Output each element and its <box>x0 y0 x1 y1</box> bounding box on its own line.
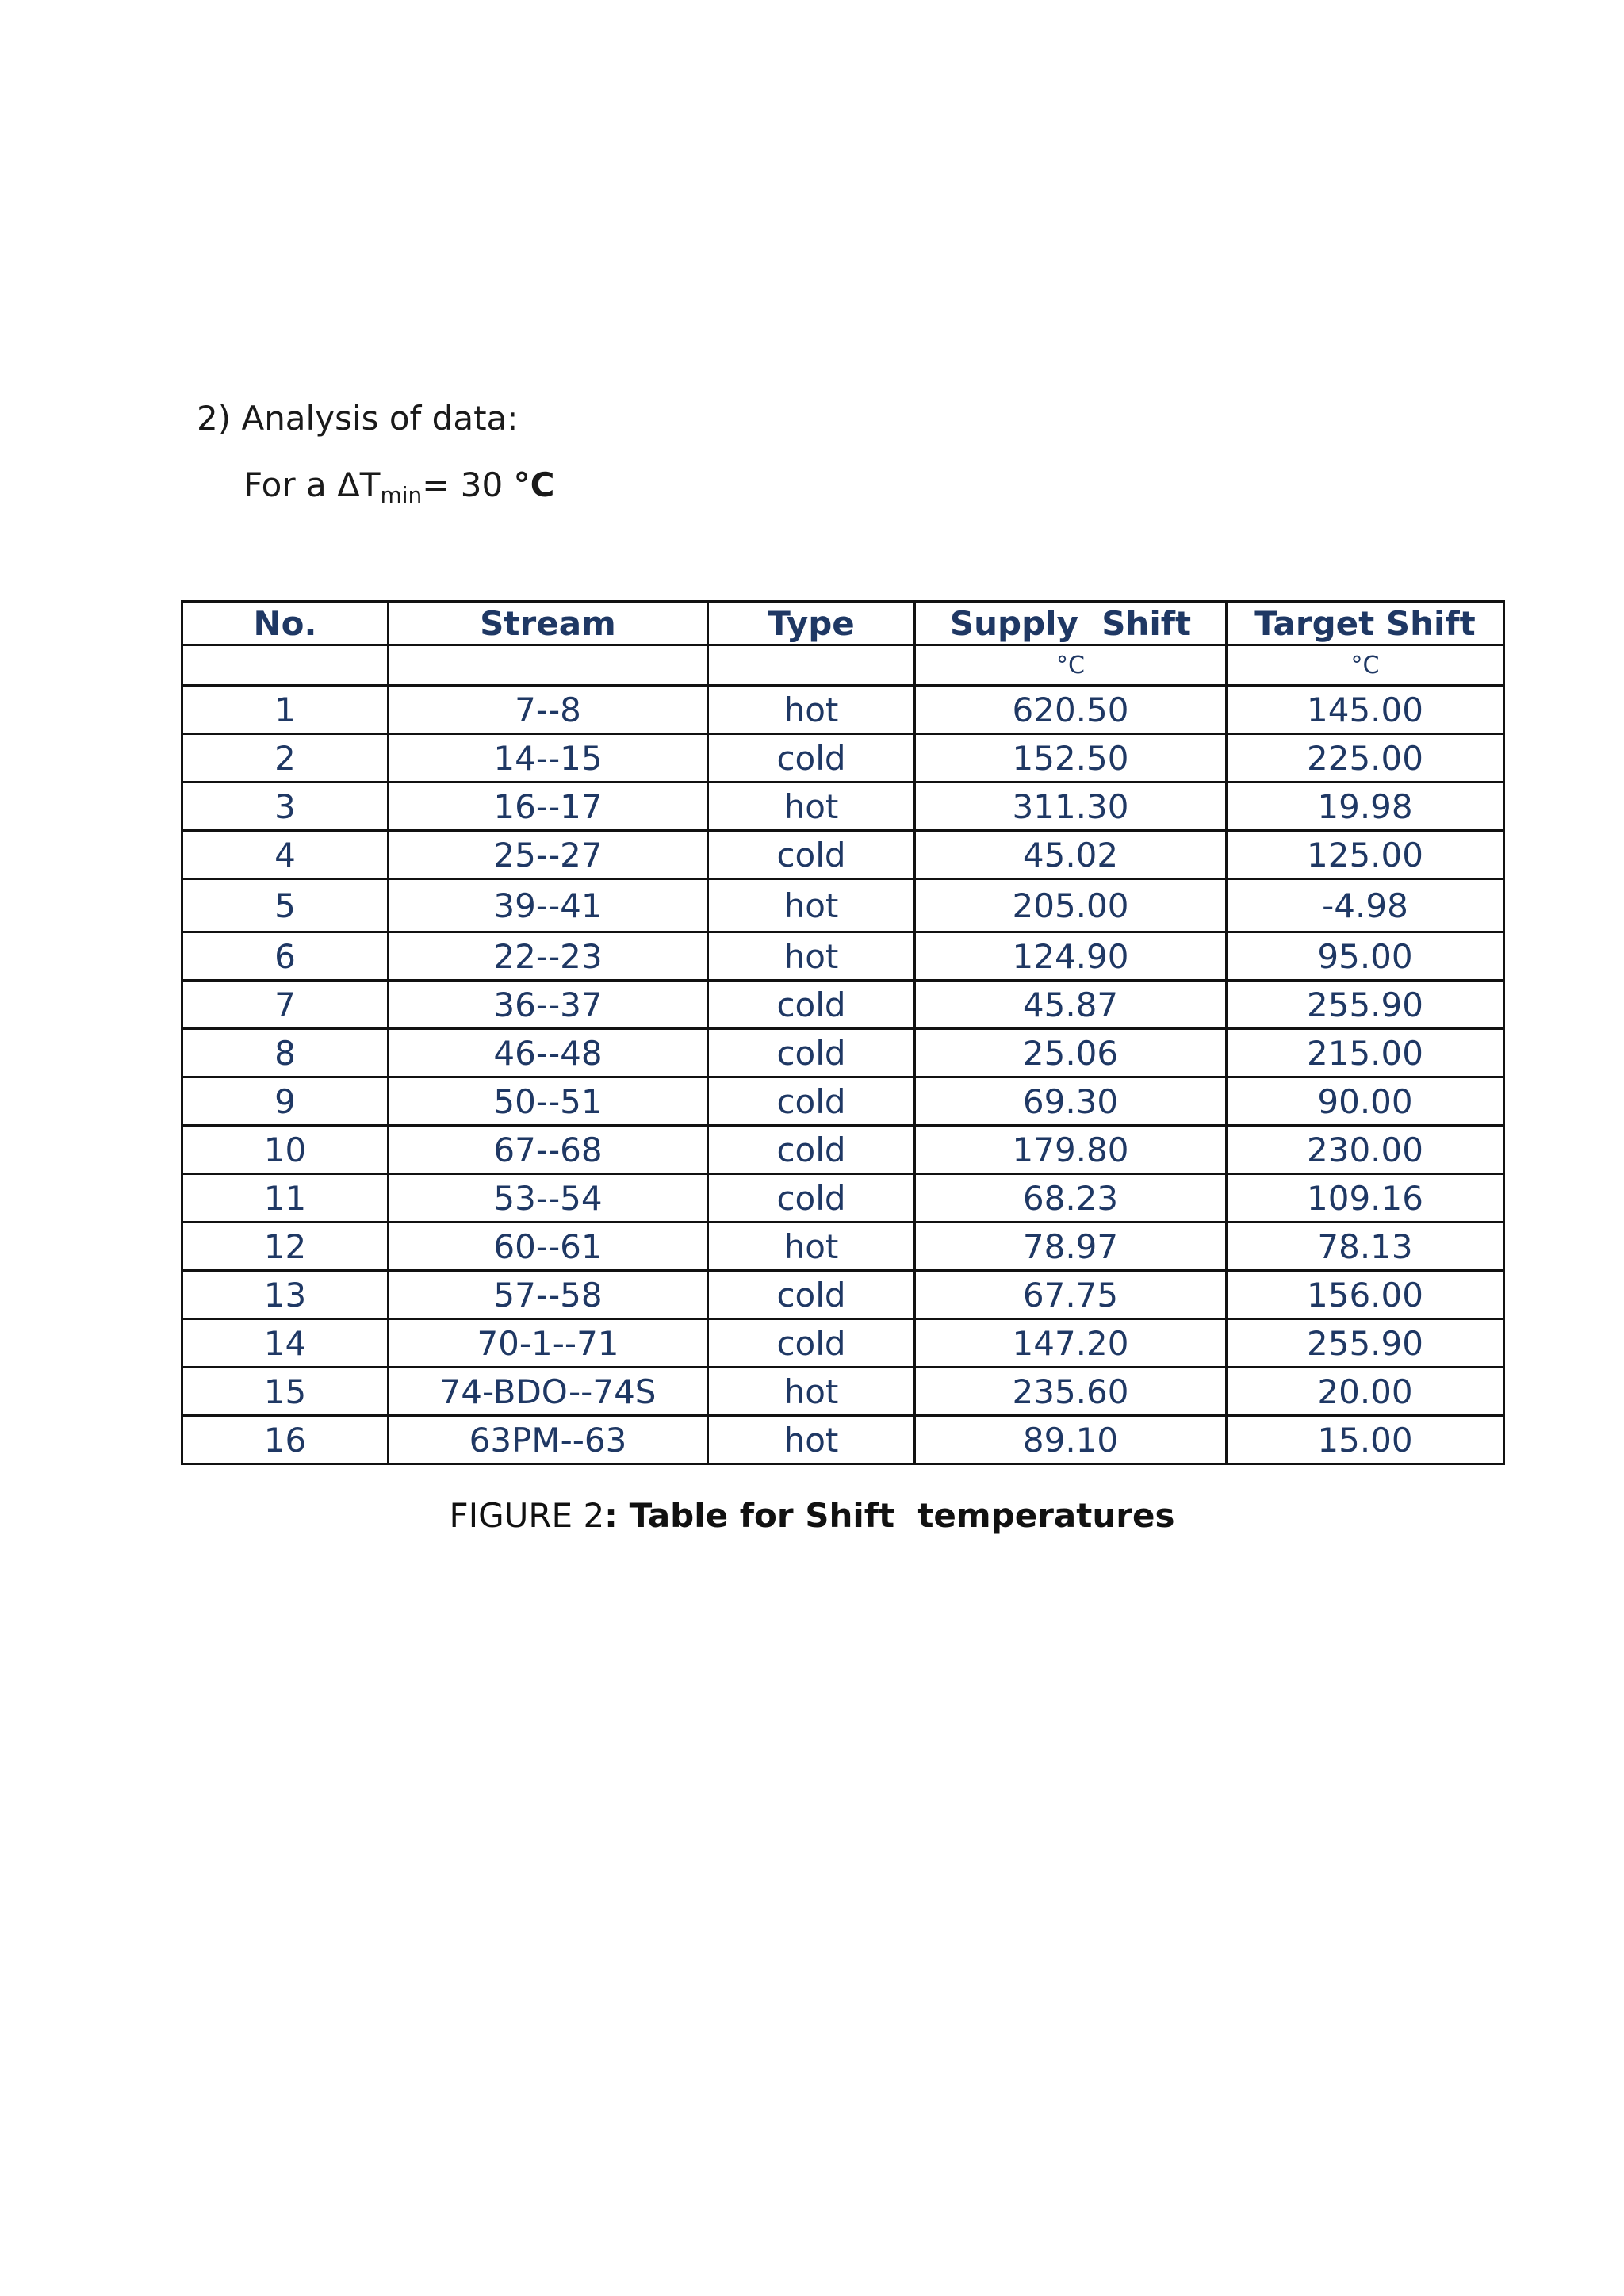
cell-target-shift: 125.00 <box>1227 831 1504 879</box>
header-supply-shift: Supply Shift <box>915 602 1227 645</box>
table-row <box>182 1319 1504 1368</box>
cell-type: cold <box>708 981 915 1029</box>
cell-supply-shift: 311.30 <box>915 783 1227 831</box>
cell-type: cold <box>708 1126 915 1174</box>
cell-supply-shift: 205.00 <box>915 879 1227 932</box>
cell-target-shift: 156.00 <box>1227 1271 1504 1319</box>
cell-target-shift: 90.00 <box>1227 1077 1504 1126</box>
cell-type: cold <box>708 1271 915 1319</box>
cell-stream: 36--37 <box>389 981 708 1029</box>
cell-supply-shift: 67.75 <box>915 1271 1227 1319</box>
header-no: No. <box>182 602 389 645</box>
cell-type: cold <box>708 831 915 879</box>
table-row <box>182 1126 1504 1174</box>
table-row <box>182 1368 1504 1416</box>
cell-type: hot <box>708 932 915 981</box>
delta-t-min-line <box>243 461 554 519</box>
caption-prefix: FIGURE 2 <box>449 1496 605 1535</box>
cell-type: cold <box>708 1029 915 1077</box>
cell-type: hot <box>708 1223 915 1271</box>
cell-supply-shift: 68.23 <box>915 1174 1227 1223</box>
cell-stream: 39--41 <box>389 879 708 932</box>
section-heading: 2) Analysis of data: <box>197 399 519 438</box>
cell-type: cold <box>708 1077 915 1126</box>
unit-stream <box>389 645 708 686</box>
header-stream: Stream <box>389 602 708 645</box>
unit-target-shift: °C <box>1227 645 1504 686</box>
cell-target-shift: 145.00 <box>1227 686 1504 734</box>
table-row <box>182 1174 1504 1223</box>
table-row <box>182 981 1504 1029</box>
cell-no: 7 <box>182 981 389 1029</box>
table-row <box>182 734 1504 783</box>
cell-supply-shift: 620.50 <box>915 686 1227 734</box>
cell-stream: 57--58 <box>389 1271 708 1319</box>
cell-no: 15 <box>182 1368 389 1416</box>
cell-stream: 50--51 <box>389 1077 708 1126</box>
cell-target-shift: 215.00 <box>1227 1029 1504 1077</box>
cell-target-shift: 15.00 <box>1227 1416 1504 1464</box>
cell-supply-shift: 89.10 <box>915 1416 1227 1464</box>
cell-type: hot <box>708 879 915 932</box>
cell-supply-shift: 25.06 <box>915 1029 1227 1077</box>
cell-stream: 67--68 <box>389 1126 708 1174</box>
cell-type: cold <box>708 1319 915 1368</box>
cell-stream: 7--8 <box>389 686 708 734</box>
cell-no: 6 <box>182 932 389 981</box>
figure-caption <box>0 1492 1624 1540</box>
cell-no: 8 <box>182 1029 389 1077</box>
cell-stream: 60--61 <box>389 1223 708 1271</box>
shift-temperatures-table <box>181 600 1505 1465</box>
cell-stream: 63PM--63 <box>389 1416 708 1464</box>
cell-supply-shift: 45.87 <box>915 981 1227 1029</box>
table-row <box>182 1416 1504 1464</box>
cell-target-shift: 230.00 <box>1227 1126 1504 1174</box>
cell-target-shift: 20.00 <box>1227 1368 1504 1416</box>
cell-type: cold <box>708 734 915 783</box>
cell-supply-shift: 124.90 <box>915 932 1227 981</box>
table-units-row <box>182 645 1504 686</box>
cell-stream: 46--48 <box>389 1029 708 1077</box>
cell-supply-shift: 152.50 <box>915 734 1227 783</box>
cell-target-shift: 225.00 <box>1227 734 1504 783</box>
cell-supply-shift: 45.02 <box>915 831 1227 879</box>
table-header-row <box>182 602 1504 645</box>
cell-no: 11 <box>182 1174 389 1223</box>
cell-type: cold <box>708 1174 915 1223</box>
cell-target-shift: 255.90 <box>1227 981 1504 1029</box>
unit-type <box>708 645 915 686</box>
cell-stream: 53--54 <box>389 1174 708 1223</box>
cell-no: 2 <box>182 734 389 783</box>
table-row <box>182 686 1504 734</box>
cell-stream: 70-1--71 <box>389 1319 708 1368</box>
table-row <box>182 1271 1504 1319</box>
delta-t-subscript: min <box>380 482 423 508</box>
unit-supply-shift: °C <box>915 645 1227 686</box>
cell-no: 12 <box>182 1223 389 1271</box>
cell-target-shift: 19.98 <box>1227 783 1504 831</box>
cell-target-shift: -4.98 <box>1227 879 1504 932</box>
cell-stream: 74-BDO--74S <box>389 1368 708 1416</box>
cell-no: 13 <box>182 1271 389 1319</box>
unit-no <box>182 645 389 686</box>
cell-type: hot <box>708 783 915 831</box>
cell-no: 14 <box>182 1319 389 1368</box>
cell-target-shift: 78.13 <box>1227 1223 1504 1271</box>
table-row <box>182 1029 1504 1077</box>
table-row <box>182 1077 1504 1126</box>
table-row <box>182 879 1504 932</box>
table-row <box>182 932 1504 981</box>
cell-supply-shift: 69.30 <box>915 1077 1227 1126</box>
header-target-shift: Target Shift <box>1227 602 1504 645</box>
cell-type: hot <box>708 1416 915 1464</box>
cell-no: 4 <box>182 831 389 879</box>
cell-no: 10 <box>182 1126 389 1174</box>
cell-no: 9 <box>182 1077 389 1126</box>
delta-t-prefix: For a ΔT <box>243 465 381 504</box>
table-row <box>182 1223 1504 1271</box>
cell-stream: 14--15 <box>389 734 708 783</box>
cell-target-shift: 255.90 <box>1227 1319 1504 1368</box>
cell-supply-shift: 235.60 <box>915 1368 1227 1416</box>
cell-no: 16 <box>182 1416 389 1464</box>
delta-t-value: = 30 <box>422 465 504 504</box>
table-row <box>182 783 1504 831</box>
cell-target-shift: 109.16 <box>1227 1174 1504 1223</box>
table-row <box>182 831 1504 879</box>
cell-supply-shift: 78.97 <box>915 1223 1227 1271</box>
cell-stream: 16--17 <box>389 783 708 831</box>
cell-target-shift: 95.00 <box>1227 932 1504 981</box>
cell-no: 1 <box>182 686 389 734</box>
cell-no: 5 <box>182 879 389 932</box>
cell-supply-shift: 147.20 <box>915 1319 1227 1368</box>
cell-stream: 22--23 <box>389 932 708 981</box>
cell-no: 3 <box>182 783 389 831</box>
cell-supply-shift: 179.80 <box>915 1126 1227 1174</box>
cell-stream: 25--27 <box>389 831 708 879</box>
header-type: Type <box>708 602 915 645</box>
cell-type: hot <box>708 1368 915 1416</box>
caption-title: : Table for Shift temperatures <box>604 1496 1175 1535</box>
cell-type: hot <box>708 686 915 734</box>
delta-t-unit: °C <box>513 465 555 504</box>
